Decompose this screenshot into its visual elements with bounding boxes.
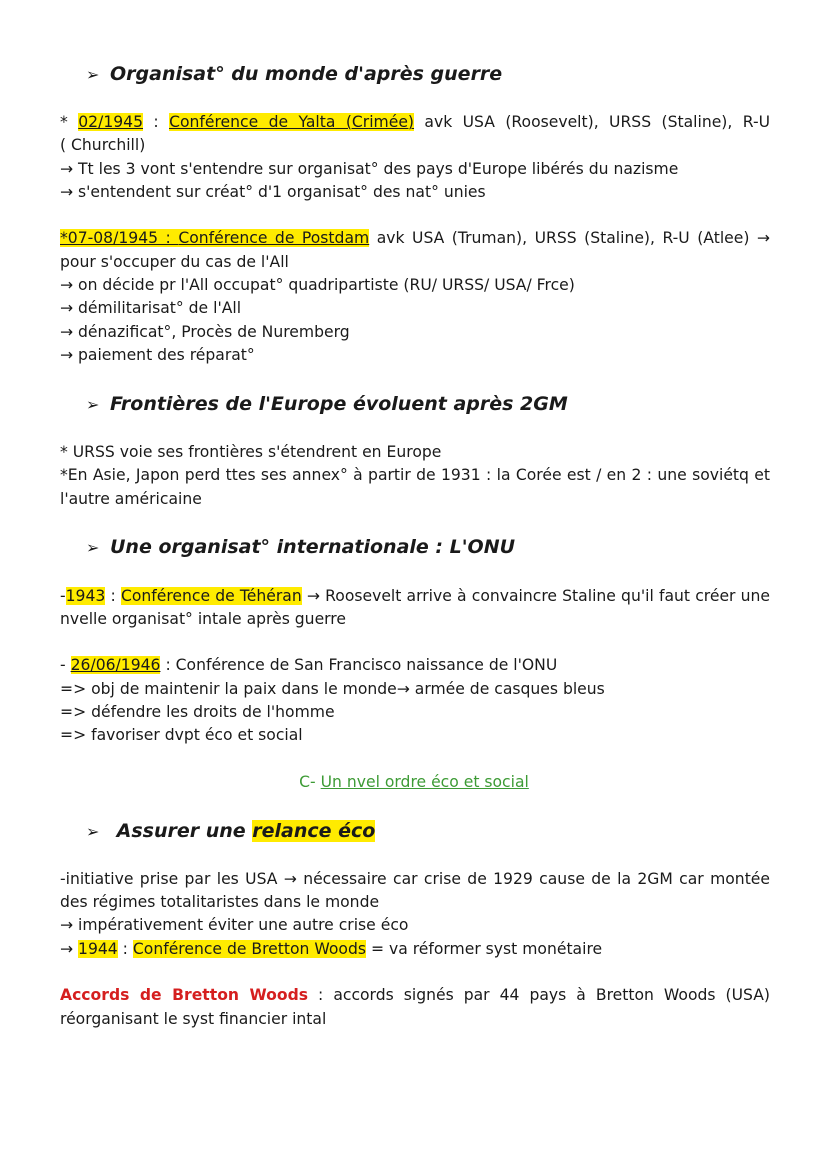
text: avk USA (Truman), URSS (Staline), R-U (Atlee) →	[369, 229, 770, 247]
text-line: → Tt les 3 vont s'entendre sur organisat° des pays d'Europe libérés du nazisme	[60, 160, 679, 178]
text-line: réorganisant le syst financier intal	[60, 1010, 327, 1028]
section-title: Un nvel ordre éco et social	[320, 773, 529, 791]
text-line: -initiative prise par les USA → nécessaire car crise de 1929 cause de la 2GM car montée	[60, 870, 770, 888]
text-line: → dénazificat°, Procès de Nuremberg	[60, 323, 350, 341]
text-line: pour s'occuper du cas de l'All	[60, 253, 289, 271]
colon: :	[117, 940, 133, 958]
conference-highlight: Conférence de Bretton Woods	[132, 940, 366, 958]
text-line: des régimes totalitaristes dans le monde	[60, 893, 380, 911]
text: : Conférence de San Francisco naissance de l'ONU	[160, 656, 558, 674]
term-red: Accords de Bretton Woods	[60, 986, 309, 1004]
conference-highlight: Conférence de Yalta (Crimée)	[169, 113, 415, 131]
text-line	[60, 938, 770, 960]
text-line: => défendre les droits de l'homme	[60, 703, 335, 721]
text-line	[60, 585, 770, 607]
bullet-arrow-icon: ➢	[86, 538, 100, 557]
text-line: → démilitarisat° de l'All	[60, 299, 242, 317]
text: → Roosevelt arrive à convaincre Staline qu'il faut créer une	[301, 587, 770, 605]
date-highlight: 1944	[78, 940, 118, 958]
conference-highlight: Conférence de Postdam	[178, 229, 370, 247]
heading-onu	[86, 533, 515, 562]
section-c-heading	[0, 771, 828, 793]
bullet-arrow-icon: ➢	[86, 395, 100, 414]
text-line	[60, 227, 770, 249]
heading-text: Une organisat° internationale : L'ONU	[110, 536, 516, 558]
text-line: l'autre américaine	[60, 490, 202, 508]
text-line: nvelle organisat° intale après guerre	[60, 610, 346, 628]
text: avk USA (Roosevelt), URSS (Staline), R-U	[414, 113, 770, 131]
heading-organisation	[86, 60, 502, 89]
heading-text: Assurer une	[116, 820, 253, 842]
heading-relance	[86, 817, 375, 846]
text: = va réformer syst monétaire	[365, 940, 603, 958]
arrow: →	[60, 940, 79, 958]
section-prefix: C-	[299, 773, 321, 791]
date-highlight: 1943	[65, 587, 106, 605]
text: : accords signés par 44 pays à Bretton Woods (USA)	[308, 986, 770, 1004]
text-line	[60, 984, 770, 1006]
star: *	[60, 113, 79, 131]
text-line: ( Churchill)	[60, 136, 146, 154]
text-line: => obj de maintenir la paix dans le monde→ armée de casques bleus	[60, 680, 605, 698]
text-line: → paiement des réparat°	[60, 346, 255, 364]
heading-text: Organisat° du monde d'après guerre	[110, 63, 503, 85]
text-line	[60, 654, 770, 676]
text-line: → impérativement éviter une autre crise éco	[60, 916, 409, 934]
colon: :	[143, 113, 170, 131]
heading-highlight: relance éco	[252, 820, 376, 842]
dash: -	[60, 656, 71, 674]
text-line: => favoriser dvpt éco et social	[60, 726, 303, 744]
text-line: → s'entendent sur créat° d'1 organisat° des nat° unies	[60, 183, 486, 201]
bullet-arrow-icon: ➢	[86, 822, 100, 841]
date-highlight: *07-08/1945 :	[60, 229, 179, 247]
text-line	[60, 111, 770, 133]
heading-text: Frontières de l'Europe évoluent après 2GM	[110, 393, 568, 415]
text-line: → on décide pr l'All occupat° quadripartiste (RU/ URSS/ USA/ Frce)	[60, 276, 575, 294]
text-line: *En Asie, Japon perd ttes ses annex° à partir de 1931 : la Corée est / en 2 : une soviétq et	[60, 466, 770, 484]
bullet-arrow-icon: ➢	[86, 65, 100, 84]
heading-frontieres	[86, 390, 568, 419]
conference-highlight: Conférence de Téhéran	[120, 587, 302, 605]
dash: -	[60, 587, 66, 605]
text-line: * URSS voie ses frontières s'étendrent en Europe	[60, 443, 442, 461]
date-highlight: 02/1945	[78, 113, 143, 131]
date-highlight: 26/06/1946	[70, 656, 161, 674]
colon: :	[105, 587, 121, 605]
